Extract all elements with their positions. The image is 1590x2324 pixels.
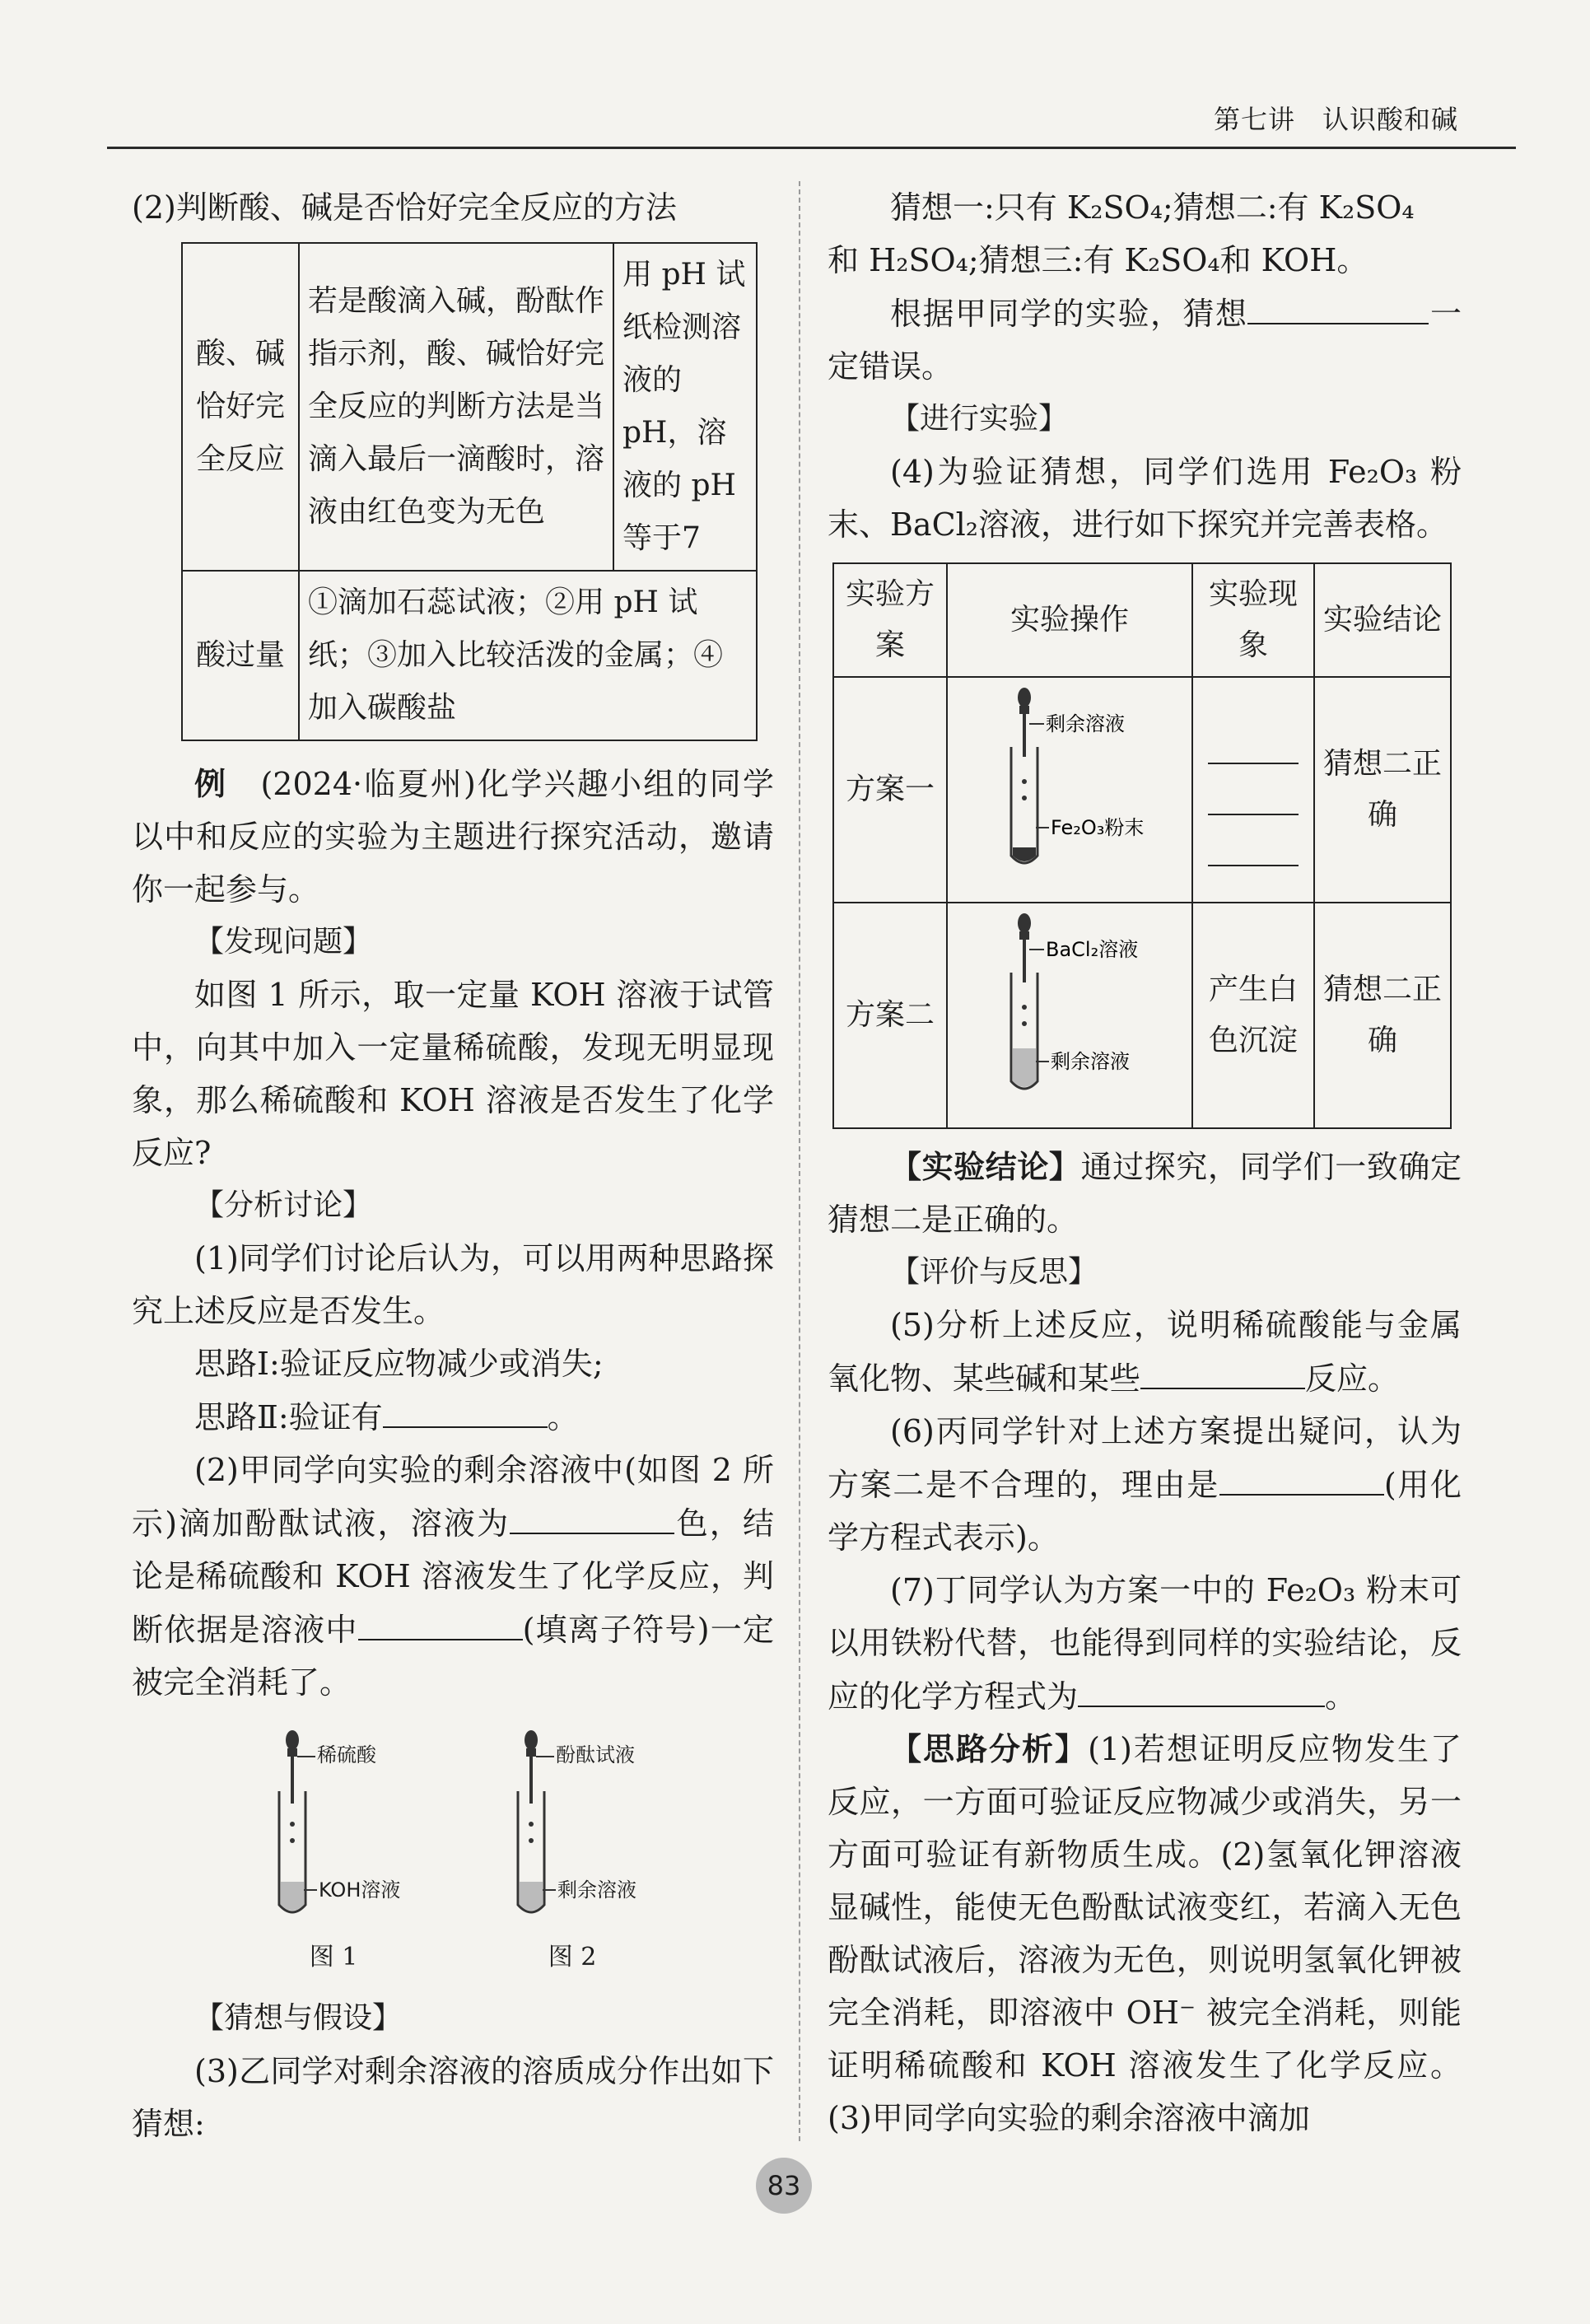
answer-lines[interactable] xyxy=(1192,677,1314,903)
guess-wrong xyxy=(828,287,1462,393)
answer-blank[interactable] xyxy=(1247,287,1429,324)
test-tube-figure xyxy=(482,1725,663,1931)
q6-end: (用化学方程式表示)。 xyxy=(828,1467,1462,1556)
question-7 xyxy=(828,1564,1462,1723)
q5-end: 反应。 xyxy=(1305,1360,1400,1397)
guess-wrong-text: 根据甲同学的实验，猜想 xyxy=(890,296,1248,332)
table-cell: 方案一 xyxy=(833,677,947,903)
table-header: 实验现象 xyxy=(1192,563,1314,677)
figure-row xyxy=(132,1725,774,1984)
figure-label: BaCl₂溶液 xyxy=(1046,938,1139,961)
test-tube-figure xyxy=(958,908,1181,1106)
question-4: (4)为验证猜想，同学们选用 Fe₂O₃ 粉末、BaCl₂溶液，进行如下探究并完善表格。 xyxy=(828,454,1462,543)
section-title: (2)判断酸、碱是否恰好完全反应的方法 xyxy=(132,189,677,226)
q7-text: (7)丁同学认为方案一中的 Fe₂O₃ 粉末可以用铁粉代替，也能得到同样的实验结论，反应的化学方程式为 xyxy=(828,1572,1462,1715)
answer-line[interactable] xyxy=(1208,764,1299,815)
figure-label: KOH溶液 xyxy=(319,1878,401,1902)
conclusion-text: 通过探究，同学们一致确定猜想二是正确的。 xyxy=(828,1149,1462,1238)
figure-caption: 图 2 xyxy=(548,1943,597,1972)
heading-hypothesis: 【猜想与假设】 xyxy=(194,2001,403,2035)
figure-label: 剩余溶液 xyxy=(1051,1050,1130,1073)
answer-blank[interactable] xyxy=(358,1603,523,1640)
answer-blank[interactable] xyxy=(383,1390,548,1428)
figure-label: 酚酞试液 xyxy=(556,1743,635,1766)
question-5 xyxy=(828,1299,1462,1405)
table-cell: 方案二 xyxy=(833,903,947,1128)
header-rule xyxy=(107,147,1516,149)
heading-discover: 【发现问题】 xyxy=(194,925,373,959)
answer-blank[interactable] xyxy=(1078,1669,1325,1707)
table-cell: 若是酸滴入碱，酚酞作指示剂，酸、碱恰好完全反应的判断方法是当滴入最后一滴酸时，溶液由红色变为无色 xyxy=(299,243,613,571)
figure-2 xyxy=(482,1725,663,1984)
q2-text-b: 色，结论是稀硫酸和 KOH 溶液发生了化学反应，判断依据是溶液中 xyxy=(132,1505,774,1648)
table-cell: 猜想二正确 xyxy=(1314,903,1451,1128)
right-column xyxy=(828,181,1462,2144)
q2-text-a: (2)甲同学向实验的剩余溶液中(如图 2 所示)滴加酚酞试液，溶液为 xyxy=(132,1452,774,1542)
example-paragraph xyxy=(132,758,774,916)
answer-line[interactable] xyxy=(1208,713,1299,764)
heading-experiment: 【进行实验】 xyxy=(890,402,1069,436)
page-number: 83 xyxy=(756,2158,812,2214)
figure-label: Fe₂O₃粉末 xyxy=(1051,816,1145,839)
figure-caption: 图 1 xyxy=(309,1943,358,1972)
question-3: (3)乙同学对剩余溶液的溶质成分作出如下猜想: xyxy=(132,2053,774,2142)
table-cell: ①滴加石蕊试液；②用 pH 试纸；③加入比较活泼的金属；④加入碳酸盐 xyxy=(299,571,757,740)
idea-2-text: 思路Ⅱ:验证有 xyxy=(194,1399,383,1435)
idea-2 xyxy=(132,1390,774,1444)
question-6 xyxy=(828,1405,1462,1564)
q6-text: (6)丙同学针对上述方案提出疑问，认为方案二是不合理的，理由是 xyxy=(828,1413,1462,1503)
test-tube-figure xyxy=(243,1725,424,1931)
table-header: 实验操作 xyxy=(947,563,1192,677)
example-text: (2024·临夏州)化学兴趣小组的同学以中和反应的实验为主题进行探究活动，邀请你一起参与。 xyxy=(132,766,774,908)
guess-line-1: 猜想一:只有 K₂SO₄;猜想二:有 K₂SO₄ xyxy=(890,189,1415,226)
discover-text: 如图 1 所示，取一定量 KOH 溶液于试管中，向其中加入一定量稀硫酸，发现无明显现象，那么稀硫酸和 KOH 溶液是否发生了化学反应? xyxy=(132,977,774,1171)
idea-2-end: 。 xyxy=(547,1399,579,1435)
guess-wrong-end: 一定错误。 xyxy=(828,296,1462,385)
table-cell xyxy=(947,903,1192,1128)
page-header: 第七讲 认识酸和碱 xyxy=(1213,104,1458,135)
judgement-table xyxy=(181,242,758,741)
column-divider xyxy=(799,181,800,2141)
question-2 xyxy=(132,1444,774,1709)
example-label: 例 xyxy=(194,765,228,802)
table-cell xyxy=(947,677,1192,903)
figure-1 xyxy=(243,1725,424,1984)
left-column xyxy=(132,181,774,2150)
analysis-block xyxy=(828,1723,1462,2144)
answer-blank[interactable] xyxy=(510,1496,674,1534)
analysis-paragraph xyxy=(828,1723,1462,2144)
experiment-table xyxy=(832,562,1452,1129)
heading-think: 【思路分析】 xyxy=(890,1730,1089,1767)
table-cell: 猜想二正确 xyxy=(1314,677,1451,903)
heading-reflect: 【评价与反思】 xyxy=(890,1255,1098,1289)
q2-text-c: (填离子符号)一定被完全消耗了。 xyxy=(132,1612,774,1701)
heading-analysis: 【分析讨论】 xyxy=(194,1188,373,1222)
table-cell: 酸过量 xyxy=(182,571,299,740)
q5-text: (5)分析上述反应，说明稀硫酸能与金属氧化物、某些碱和某些 xyxy=(828,1307,1462,1397)
q7-end: 。 xyxy=(1325,1678,1357,1715)
heading-conclusion: 【实验结论】 xyxy=(890,1148,1081,1185)
guess-line-2: 和 H₂SO₄;猜想三:有 K₂SO₄和 KOH。 xyxy=(828,242,1369,278)
conclusion-paragraph xyxy=(828,1141,1462,1246)
question-1: (1)同学们讨论后认为，可以用两种思路探究上述反应是否发生。 xyxy=(132,1240,774,1329)
table-cell: 产生白色沉淀 xyxy=(1192,903,1314,1128)
table-header: 实验结论 xyxy=(1314,563,1451,677)
table-cell: 酸、碱恰好完全反应 xyxy=(182,243,299,571)
figure-label: 稀硫酸 xyxy=(317,1743,376,1766)
analysis-text: (1)若想证明反应物发生了反应，一方面可验证反应物减少或消失，另一方面可验证有新物质生成。(2)氢氧化钾溶液显碱性，能使无色酚酞试液变红，若滴入无色酚酞试液后，溶液为无色，则说明氢氧化钾被完全消耗，即溶液中 OH⁻ 被完全消耗，则能证明稀硫酸和 KOH 溶液发生了化学反应。(3)甲同学向实验的剩余溶液中滴加 xyxy=(828,1731,1462,2136)
figure-label: 剩余溶液 xyxy=(557,1878,636,1902)
answer-blank[interactable] xyxy=(1219,1458,1384,1496)
idea-1: 思路Ⅰ:验证反应物减少或消失; xyxy=(194,1346,604,1382)
table-header: 实验方案 xyxy=(833,563,947,677)
answer-line[interactable] xyxy=(1208,815,1299,866)
table-cell: 用 pH 试纸检测溶液的pH，溶液的 pH 等于7 xyxy=(613,243,757,571)
figure-label: 剩余溶液 xyxy=(1046,712,1125,735)
answer-blank[interactable] xyxy=(1140,1351,1305,1389)
test-tube-figure xyxy=(958,683,1181,880)
